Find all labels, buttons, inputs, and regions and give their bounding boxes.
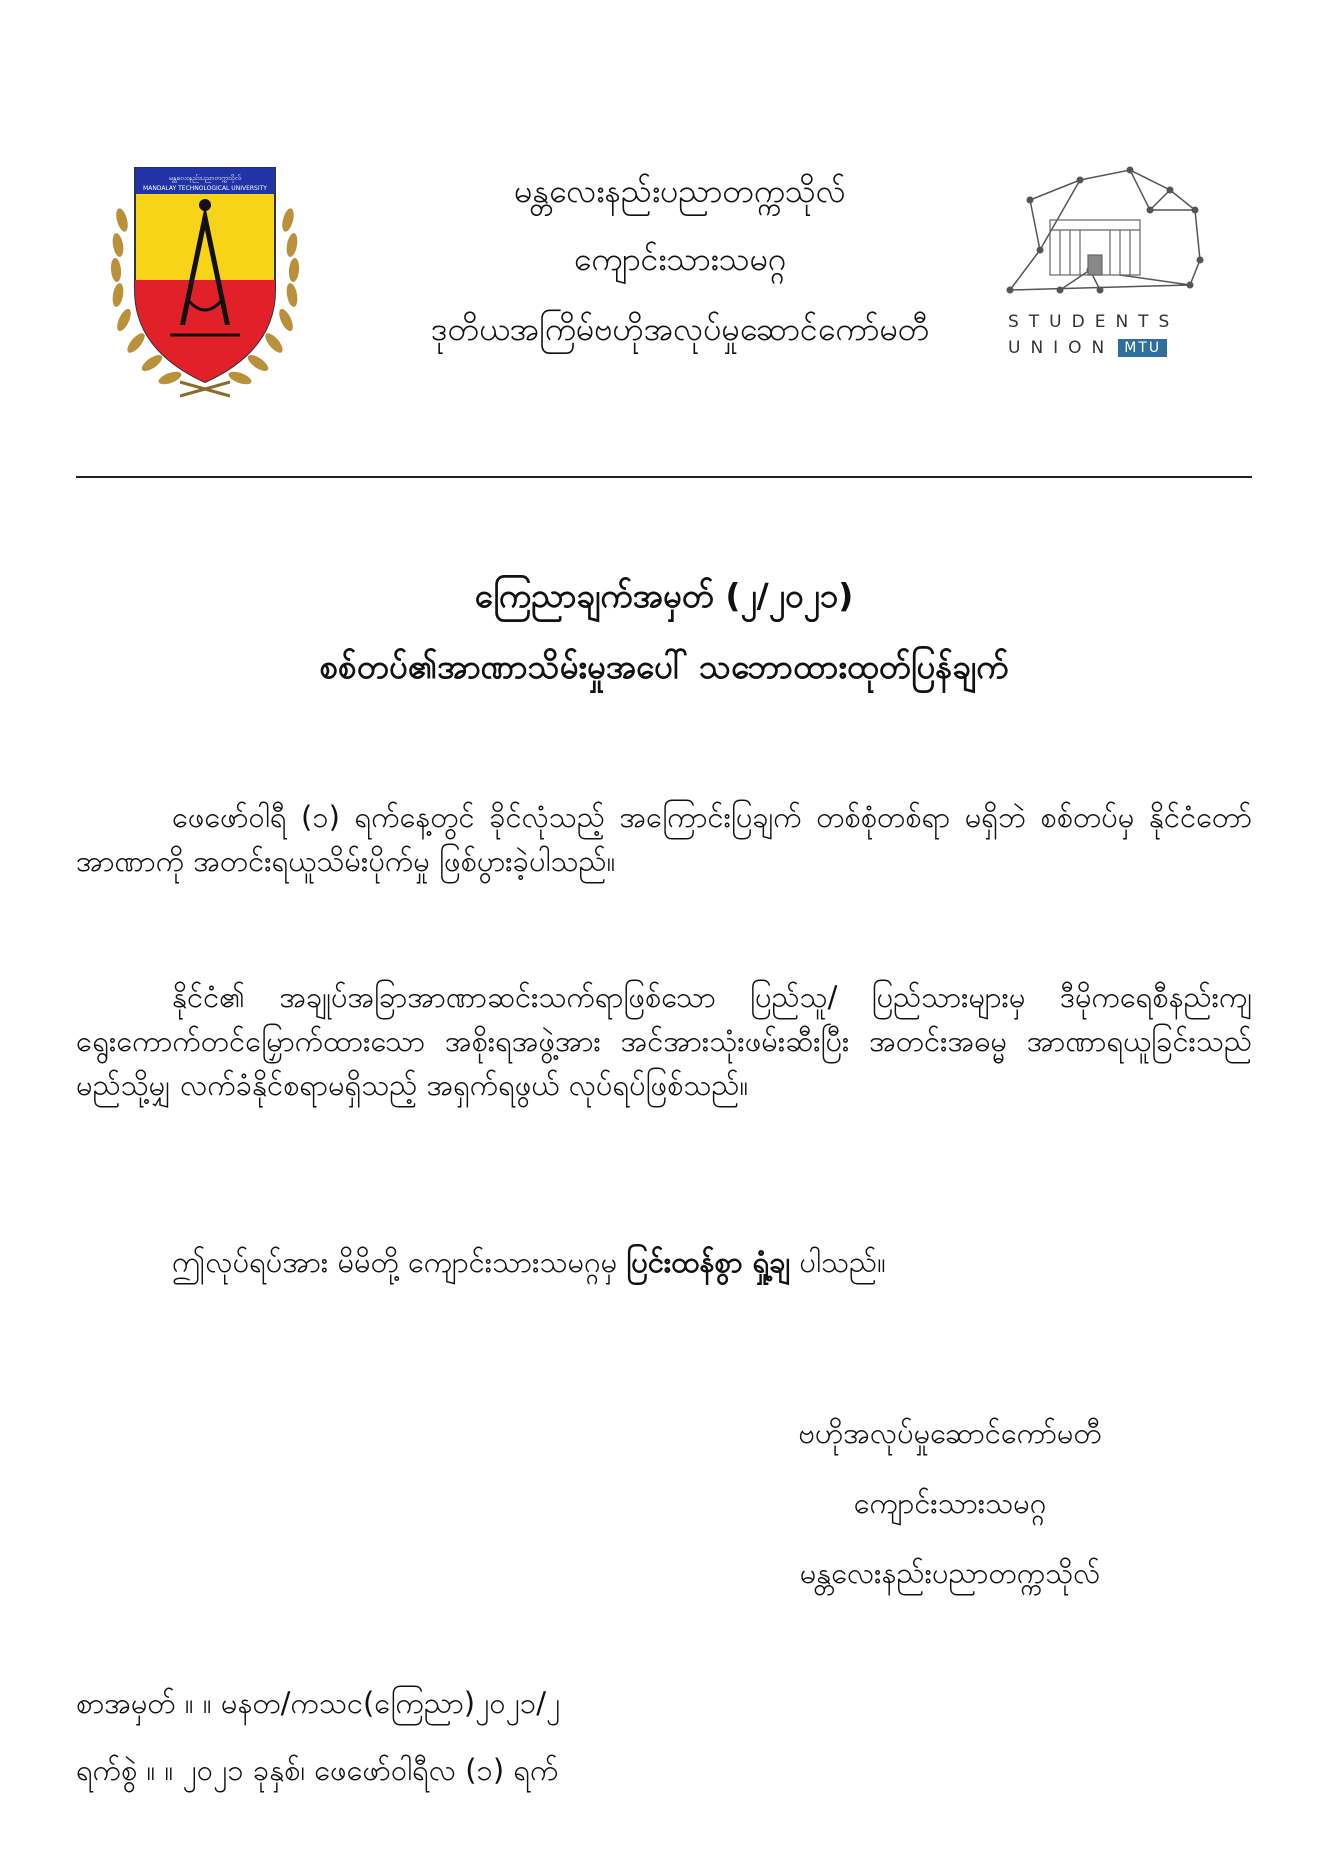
signature-university: မန္တလေးနည်းပညာတက္ကသိုလ် [799, 1556, 1101, 1590]
paragraph-3-emphasis: ပြင်းထန်စွာ ရှုံ့ချ [626, 1245, 791, 1279]
students-union-logo [1000, 160, 1230, 370]
mtu-emblem-logo [100, 160, 310, 410]
header-divider [76, 476, 1252, 478]
svg-text:မန္တလေးနည်းပညာတက္ကသိုလ်: မန္တလေးနည်းပညာတက္ကသိုလ် [168, 174, 242, 182]
svg-text:MANDALAY TECHNOLOGICAL UNIVERS: MANDALAY TECHNOLOGICAL UNIVERSITY [143, 185, 267, 192]
paragraph-3-tail: ပါသည်။ [790, 1245, 886, 1279]
header-union-name: ကျောင်းသားသမဂ္ဂ [573, 240, 787, 278]
shield-icon [100, 160, 310, 410]
body-paragraph-1: ဖေဖော်ဝါရီ (၁) ရက်နေ့တွင် ခိုင်လုံသည့် အကြောင်းပြချက် တစ်စုံတစ်ရာ မရှိဘဲ စစ်တပ်မှ နိုင်ငံတော်အာဏာကို အတင်းရယူသိမ်းပိုက်မှု ဖြစ်ပွားခဲ့ပါသည်။ [76, 800, 1252, 878]
paragraph-3-lead: ဤလုပ်ရပ်အား မိမိတို့ ကျောင်းသားသမဂ္ဂမှ [172, 1245, 627, 1279]
signature-committee: ဗဟိုအလုပ်မှုဆောင်ကော်မတီ [798, 1416, 1102, 1450]
body-paragraph-3 [76, 1240, 1252, 1284]
header-committee-name: ဒုတိယအကြိမ်ဗဟိုအလုပ်မှုဆောင်ကော်မတီ [431, 310, 929, 348]
reference-number: စာအမှတ် ။ ။ မနတ/ကသင(ကြေညာ)၂၀၂၁/၂ [76, 1686, 561, 1720]
statement-subject-title: စစ်တပ်၏အာဏာသိမ်းမှုအပေါ် သဘောထားထုတ်ပြန်ချက် [319, 647, 1009, 686]
logo-students-text: STUDENTS [1008, 312, 1180, 332]
network-building-icon [1000, 160, 1210, 310]
logo-union-row [1008, 338, 1167, 358]
header-university-name: မန္တလေးနည်းပညာတက္ကသိုလ် [514, 172, 846, 210]
document-date: ရက်စွဲ ။ ။ ၂၀၂၁ ခုနှစ်၊ ဖေဖော်ဝါရီလ (၁) ရက် [76, 1753, 559, 1787]
body-paragraph-2: နိုင်ငံ၏ အချုပ်အခြာအာဏာဆင်းသက်ရာဖြစ်သော ပြည်သူ/ ပြည်သားများမှ ဒီမိုကရေစီနည်းကျ ရွေးကောက်တင်မြှောက်ထားသော အစိုးရအဖွဲ့အား အင်အားသုံးဖမ်းဆီးပြီး အတင်းအဓမ္မ အာဏာရယူခြင်းသည် မည်သို့မျှ လက်ခံနိုင်စရာမရှိသည့် အရှက်ရဖွယ် လုပ်ရပ်ဖြစ်သည်။ [76, 980, 1252, 1102]
statement-number-title: ကြေညာချက်အမှတ် (၂/၂၀၂၁) [474, 576, 854, 615]
logo-union-text: UNION [1008, 338, 1115, 358]
logo-mtu-badge: MTU [1118, 339, 1167, 357]
signature-union: ကျောင်းသားသမဂ္ဂ [853, 1486, 1047, 1520]
